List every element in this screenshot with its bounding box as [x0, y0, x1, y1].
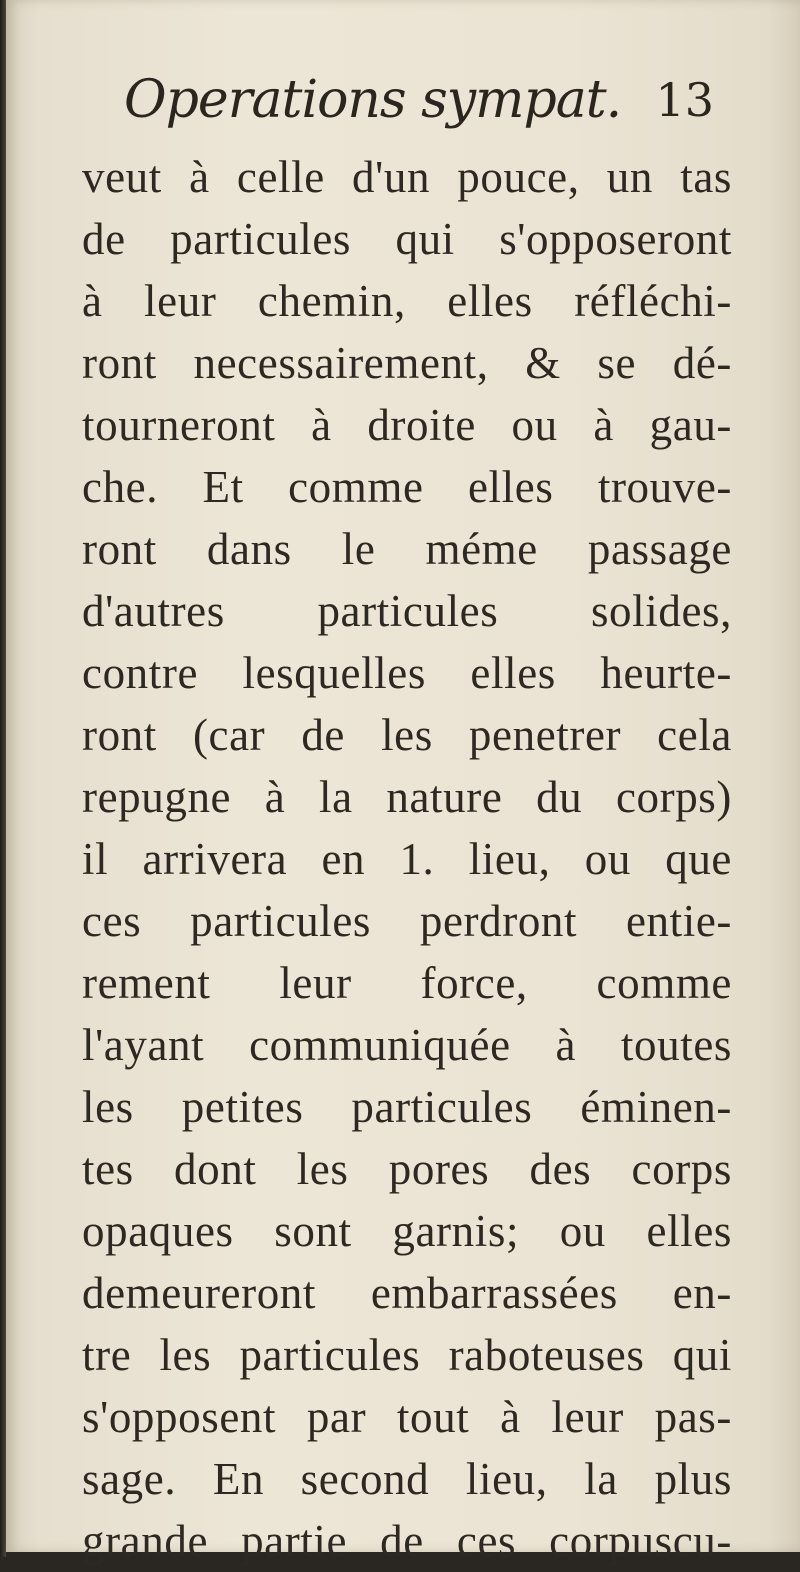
text-line: ront (car de les penetrer cela — [82, 710, 732, 760]
page-header — [124, 62, 724, 138]
text-line: les petites particules éminen- — [82, 1082, 732, 1132]
text-line: tes dont les pores des corps — [82, 1144, 732, 1194]
text-line: demeureront embarrassées en- — [82, 1268, 732, 1318]
text-line: d'autres particules solides, — [82, 586, 732, 636]
text-line: opaques sont garnis; ou elles — [82, 1206, 732, 1256]
text-line: l'ayant communiquée à toutes — [82, 1020, 732, 1070]
text-line: rement leur force, comme — [82, 958, 732, 1008]
text-line: ces particules perdront entie- — [82, 896, 732, 946]
text-line: ront necessairement, & se dé- — [82, 338, 732, 388]
text-line: il arrivera en 1. lieu, ou que — [82, 834, 732, 884]
text-line: veut à celle d'un pouce, un tas — [82, 152, 732, 202]
page-number: 13 — [655, 73, 714, 127]
text-line: che. Et comme elles trouve- — [82, 462, 732, 512]
text-line: sage. En second lieu, la plus — [82, 1454, 732, 1504]
body-text — [82, 146, 732, 1572]
text-line: repugne à la nature du corps) — [82, 772, 732, 822]
text-line: de particules qui s'opposeront — [82, 214, 732, 264]
text-line: grande partie de ces corpuscu- — [82, 1516, 732, 1566]
text-line: tre les particules raboteuses qui — [82, 1330, 732, 1380]
running-title: Operations sympat. — [124, 70, 622, 130]
text-line: s'opposent par tout à leur pas- — [82, 1392, 732, 1442]
book-page — [6, 0, 800, 1566]
text-line: tourneront à droite ou à gau- — [82, 400, 732, 450]
text-line: contre lesquelles elles heurte- — [82, 648, 732, 698]
text-line: ront dans le méme passage — [82, 524, 732, 574]
text-line: à leur chemin, elles réfléchi- — [82, 276, 732, 326]
